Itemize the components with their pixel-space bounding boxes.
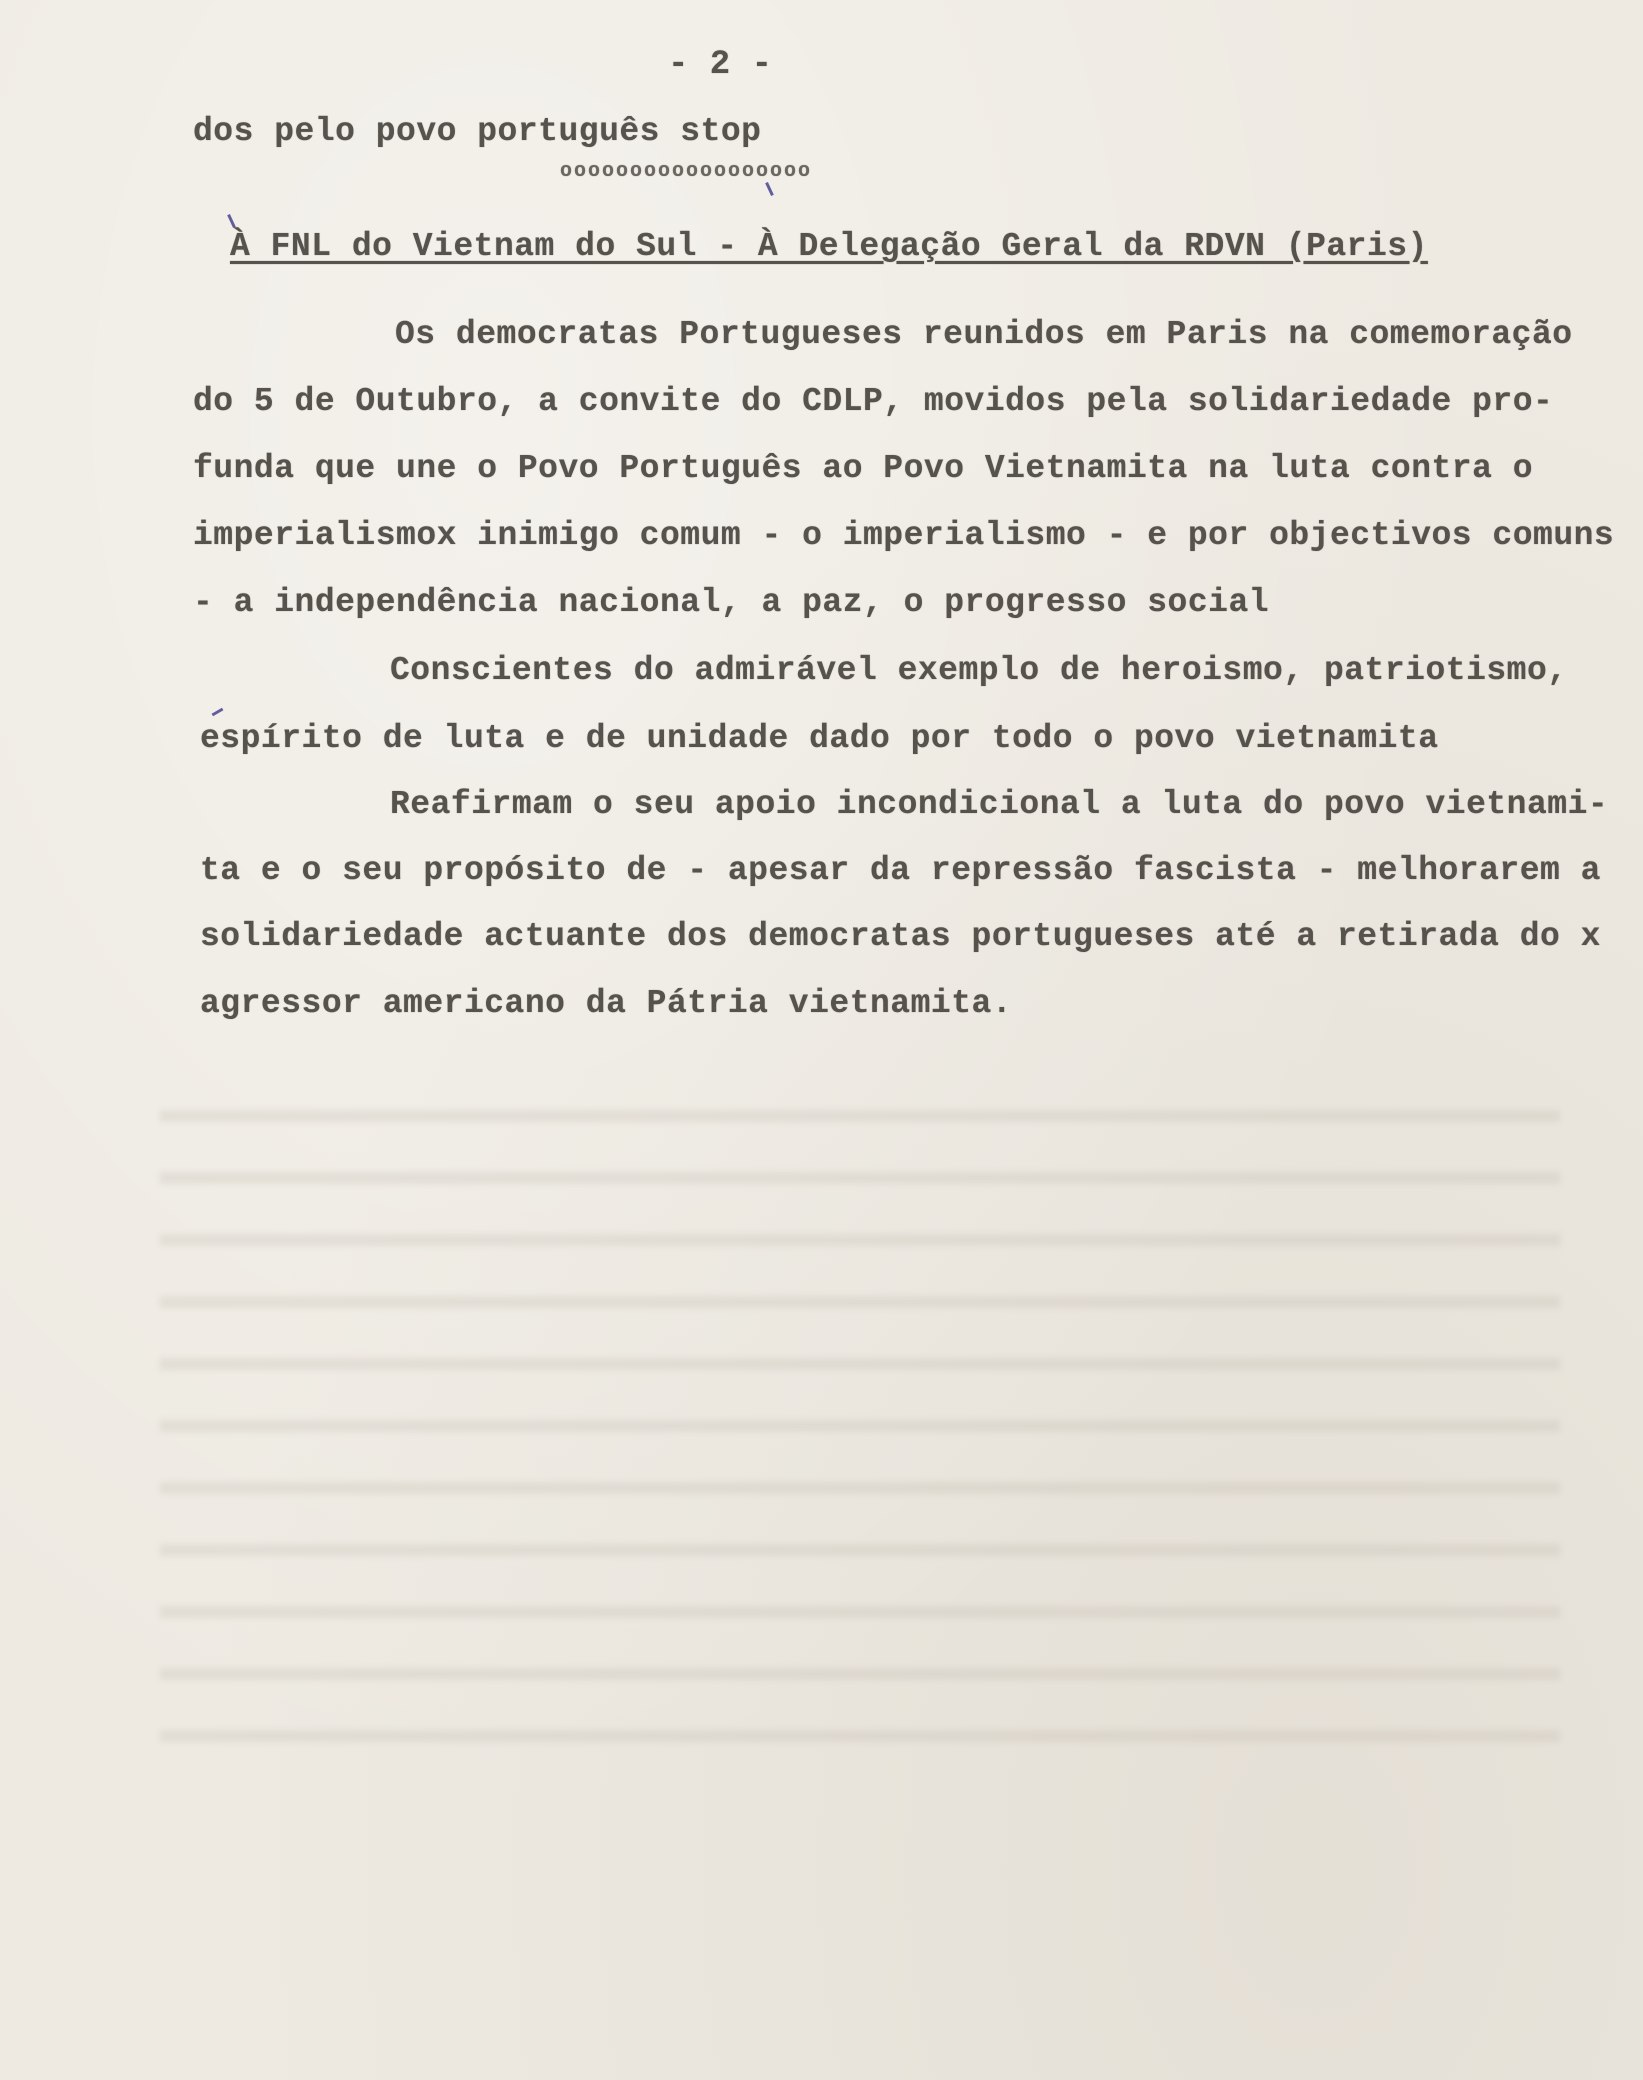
body-line: imperialismox inimigo comum - o imperialismo - e por objectivos comuns <box>193 517 1615 554</box>
pen-accent-mark <box>227 214 236 228</box>
body-line: ta e o seu propósito de - apesar da repressão fascista - melhorarem a <box>200 852 1601 889</box>
body-line: do 5 de Outubro, a convite do CDLP, movidos pela solidariedade pro- <box>193 383 1554 420</box>
separator-line: oooooooooooooooooo <box>560 160 813 183</box>
bleed-through-shadow <box>160 1060 1560 1760</box>
body-line: Conscientes do admirável exemplo de heroismo, patriotismo, <box>390 652 1568 689</box>
body-line: solidariedade actuante dos democratas portugueses até a retirada do x <box>200 918 1601 955</box>
body-line: - a independência nacional, a paz, o progresso social <box>193 584 1270 621</box>
body-line: Os democratas Portugueses reunidos em Paris na comemoração <box>395 316 1573 353</box>
body-line: funda que une o Povo Português ao Povo Vietnamita na luta contra o <box>193 450 1534 487</box>
body-line: agressor americano da Pátria vietnamita. <box>200 985 1013 1022</box>
pen-accent-mark <box>212 708 224 717</box>
pen-accent-mark <box>765 182 774 196</box>
body-line: Reafirmam o seu apoio incondicional a luta do povo vietnami- <box>390 786 1609 823</box>
telegram-heading: À FNL do Vietnam do Sul - À Delegação Geral da RDVN (Paris) <box>230 228 1428 265</box>
opening-line: dos pelo povo português stop <box>193 113 762 150</box>
page-number: - 2 - <box>668 46 773 84</box>
body-line: espírito de luta e de unidade dado por todo o povo vietnamita <box>200 720 1439 757</box>
